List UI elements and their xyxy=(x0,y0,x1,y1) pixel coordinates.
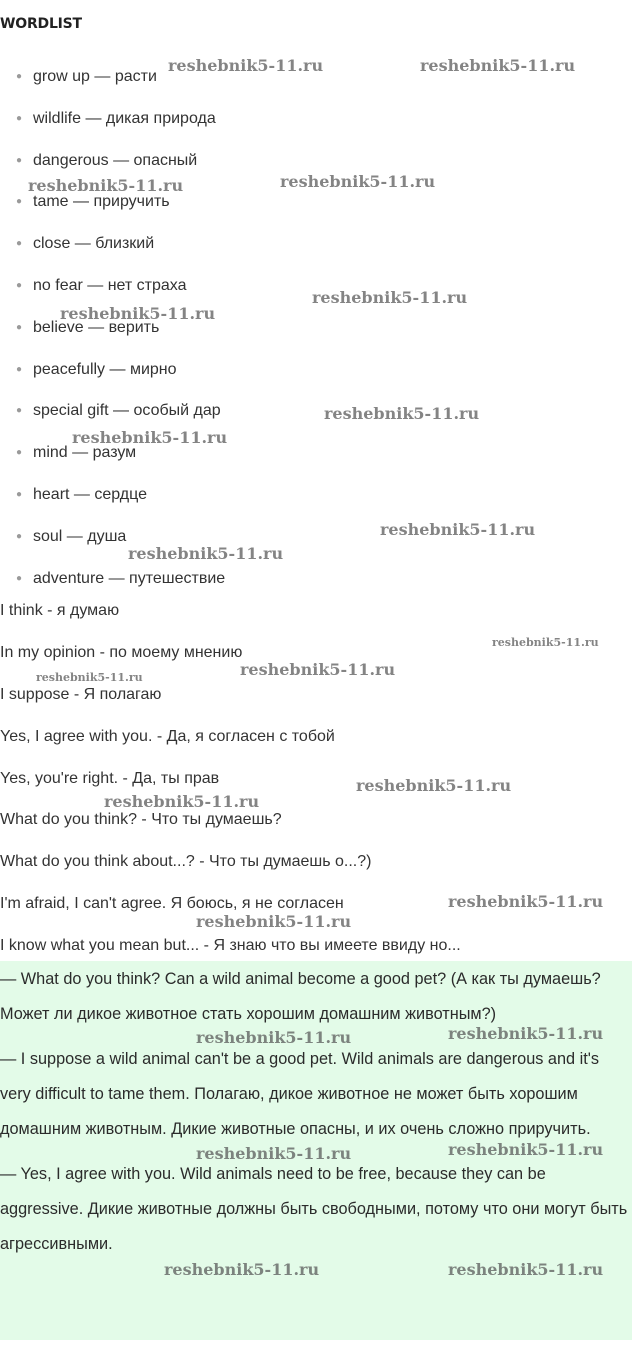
phrase-line: In my opinion - по моему мнению xyxy=(0,643,243,661)
list-item: ● soul — душа xyxy=(0,516,225,558)
watermark: reshebnik5-11.ru xyxy=(164,1260,320,1279)
list-item: ● peacefully — мирно xyxy=(0,349,225,391)
list-item: ● special gift — особый дар xyxy=(0,390,225,432)
watermark: reshebnik5-11.ru xyxy=(448,1024,604,1043)
bullet-icon: ● xyxy=(16,112,23,124)
watermark: reshebnik5-11.ru xyxy=(104,792,260,811)
dialog-line: — What do you think? Can a wild animal become a good pet? (А как ты думаешь? Может ли дикое животное стать хорошим домашним животным?) xyxy=(0,970,601,1023)
bullet-icon: ● xyxy=(16,196,23,208)
watermark: reshebnik5-11.ru xyxy=(356,776,512,795)
dialog-line: — Yes, I agree with you. Wild animals need to be free, because they can be aggressive. Дикие животные должны быть свободными, потому что они могут быть агрессивными. xyxy=(0,1165,628,1253)
bullet-icon: ● xyxy=(16,363,23,375)
list-item: ● grow up — расти xyxy=(0,56,225,98)
bullet-icon: ● xyxy=(16,321,23,333)
watermark: reshebnik5-11.ru xyxy=(312,288,468,307)
watermark: reshebnik5-11.ru xyxy=(72,428,228,447)
phrase-line: I know what you mean but... - Я знаю что вы имеете ввиду но... xyxy=(0,937,461,955)
bullet-icon: ● xyxy=(16,279,23,291)
bullet-icon: ● xyxy=(16,488,23,500)
wordlist xyxy=(0,56,228,599)
phrase-line: What do you think about...? - Что ты думаешь о...?) xyxy=(0,853,372,871)
watermark: reshebnik5-11.ru xyxy=(448,1260,604,1279)
list-item: ● close — близкий xyxy=(0,223,225,265)
watermark: reshebnik5-11.ru xyxy=(420,56,576,75)
phrase-line: Yes, you're right. - Да, ты прав xyxy=(0,769,220,787)
phrase-line: I suppose - Я полагаю xyxy=(0,685,162,703)
watermark: reshebnik5-11.ru xyxy=(196,912,352,931)
watermark: reshebnik5-11.ru xyxy=(196,1144,352,1163)
list-item: ● mind — разум xyxy=(0,432,225,474)
watermark: reshebnik5-11.ru xyxy=(448,1140,604,1159)
watermark: reshebnik5-11.ru xyxy=(60,304,216,323)
list-item: ● no fear — нет страха xyxy=(0,265,225,307)
bullet-icon: ● xyxy=(16,71,23,82)
bullet-icon: ● xyxy=(16,530,23,542)
list-item: ● heart — сердце xyxy=(0,474,225,516)
watermark: reshebnik5-11.ru xyxy=(448,892,604,911)
dialog-line: — I suppose a wild animal can't be a good pet. Wild animals are dangerous and it's very difficult to tame them. Полагаю, дикое животное не может быть хорошим домашним животным. Дикие животные опасны, и их очень сложно приручить. xyxy=(0,1050,600,1138)
dialog-box xyxy=(0,961,632,1340)
watermark: reshebnik5-11.ru xyxy=(28,176,184,195)
watermark: reshebnik5-11.ru xyxy=(280,172,436,191)
bullet-icon: ● xyxy=(16,447,23,459)
list-item: ● adventure — путешествие xyxy=(0,558,225,600)
phrase-line: What do you think? - Что ты думаешь? xyxy=(0,811,282,829)
bullet-icon: ● xyxy=(16,154,23,166)
phrase-line: I think - я думаю xyxy=(0,602,120,619)
watermark: reshebnik5-11.ru xyxy=(324,404,480,423)
watermark: reshebnik5-11.ru xyxy=(196,1028,352,1047)
watermark: reshebnik5-11.ru xyxy=(36,671,143,684)
list-item: ● wildlife — дикая природа xyxy=(0,98,225,140)
list-item: ● dangerous — опасный xyxy=(0,140,225,182)
list-item: ● tame — приручить xyxy=(0,181,225,223)
phrase-line: I'm afraid, I can't agree. Я боюсь, я не согласен xyxy=(0,895,344,913)
wordlist-heading: WORDLIST xyxy=(0,16,82,32)
phrase-line: Yes, I agree with you. - Да, я согласен с тобой xyxy=(0,727,335,745)
bullet-icon: ● xyxy=(16,238,23,250)
useful-phrases xyxy=(0,590,461,967)
watermark: reshebnik5-11.ru xyxy=(128,544,284,563)
watermark: reshebnik5-11.ru xyxy=(492,636,599,649)
watermark: reshebnik5-11.ru xyxy=(168,56,324,75)
bullet-icon: ● xyxy=(16,405,23,417)
list-item: ● believe — верить xyxy=(0,307,225,349)
watermark: reshebnik5-11.ru xyxy=(240,660,396,679)
watermark: reshebnik5-11.ru xyxy=(380,520,536,539)
bullet-icon: ● xyxy=(16,572,23,584)
